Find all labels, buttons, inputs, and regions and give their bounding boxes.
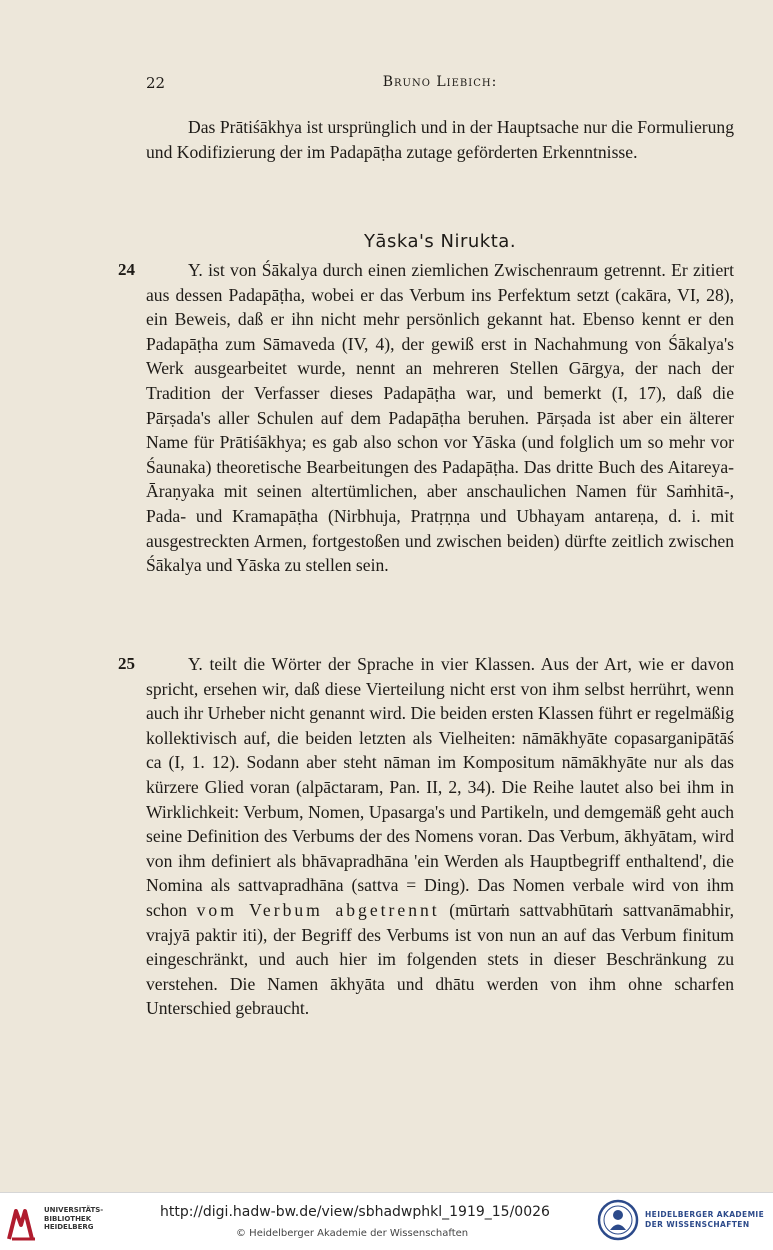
- intro-paragraph: Das Prātiśākhya ist ursprünglich und in der Hauptsache nur die Formulierung und Kodifizierung der im Padapāṭha zutage geförderten Erkenntnisse.: [146, 117, 734, 162]
- section-heading: Yāska's Nirukta.: [363, 231, 517, 252]
- intro-paragraph-block: [146, 115, 734, 164]
- page-header: [146, 74, 734, 96]
- paragraph-25: [118, 652, 734, 1021]
- academy-name: HEIDELBERGER AKADEMIE DER WISSENSCHAFTEN: [645, 1210, 765, 1229]
- paragraph-24: [118, 258, 734, 578]
- paragraph-text: [146, 652, 734, 1021]
- spaced-emphasis: vom Verbum abgetrennt: [196, 899, 440, 920]
- library-name: UNIVERSITÄTS- BIBLIOTHEK HEIDELBERG: [44, 1206, 104, 1231]
- library-logo-icon: [6, 1205, 40, 1243]
- paragraph-text-part: Y. teilt die Wörter der Sprache in vier Klassen. Aus der Art, wie er davon spricht, ersehen wir, daß diese Vierteilung nicht erst von ihm selbst herrührt, wenn auch ihr Urheber nicht genannt wird. Die beiden ersten Klassen führt er regelmäßig kollektivisch auf, die beiden letzten als Vielheiten: nāmākhyāte copasarganipātāś ca (I, 1. 12). Sodann aber steht nāman im Kompositum nāmākhyāte nur als das kürzere Glied voran (alpāctaram, Pan. II, 2, 34). Die Reihe lautet also bei ihm in Wirklichkeit: Verbum, Nomen, Upasarga's und Partikeln, und demgemäß geht auch seine Definition des Verbums der des Nomens voran. Das Verbum, ākhyātam, wird von ihm definiert als bhāvapradhāna 'ein Werden als Hauptbegriff enthaltend', die Nomina als sattvapradhāna (sattva = Ding). Das Nomen verbale wird von ihm schon: [146, 654, 734, 920]
- paragraph-text: Y. ist von Śākalya durch einen ziemlichen Zwischenraum getrennt. Er zitiert aus dessen Padapāṭha, wobei er das Verbum ins Perfektum setzt (cakāra, VI, 28), ein Beweis, daß er ihn nicht mehr persönlich gekannt hat. Ebenso kennt er den Padapāṭha zum Sāmaveda (IV, 4), der gewiß erst in Nachahmung von Śākalya's Werk ausgearbeitet wurde, nennt an mehreren Stellen Gārgya, der nach der Tradition der Verfasser dieses Padapāṭha war, und bemerkt (I, 17), daß die Pārṣada's aller Schulen auf dem Padapāṭha beruhen. Pārṣada ist aber ein älterer Name für Prātiśākhya; es gab also schon vor Yāska (und folglich um so mehr vor Śaunaka) theoretische Bearbeitungen des Padapāṭha. Das dritte Buch des Aitareya-Āraṇyaka mit seinen altertümlichen, aber anschaulichen Namen für Saṁhitā-, Pada- und Kramapāṭha (Nirbhuja, Pratṛṇṇa und Ubhayam antareṇa, d. i. mit ausgestreckten Armen, fortgestoßen und zwischen beiden) dürfte zeitlich zwischen Śākalya und Yāska zu stellen sein.: [146, 260, 734, 576]
- paragraph-number: 25: [118, 654, 135, 673]
- permalink-url[interactable]: http://digi.hadw-bw.de/view/sbhadwphkl_1919_15/0026: [160, 1204, 550, 1220]
- digitization-footer: [0, 1192, 773, 1250]
- copyright-notice: © Heidelberger Akademie der Wissenschaften: [236, 1228, 469, 1239]
- paragraph-text-part: (mūrtaṁ sattvabhūtaṁ sattvanāmabhir, vrajyā paktir iti), der Begriff des Verbums ist von nun an auf das Verbum finitum eingeschränkt, und auch hier im folgenden stets in dieser Beschränkung zu verstehen. Die Namen ākhyāta und dhātu werden von ihm ohne scharfen Unterschied gebraucht.: [146, 899, 734, 1019]
- academy-seal-icon: [597, 1199, 639, 1241]
- page-number: 22: [146, 74, 166, 92]
- paragraph-number: 24: [118, 260, 135, 279]
- running-head: Bruno Liebich:: [382, 74, 498, 90]
